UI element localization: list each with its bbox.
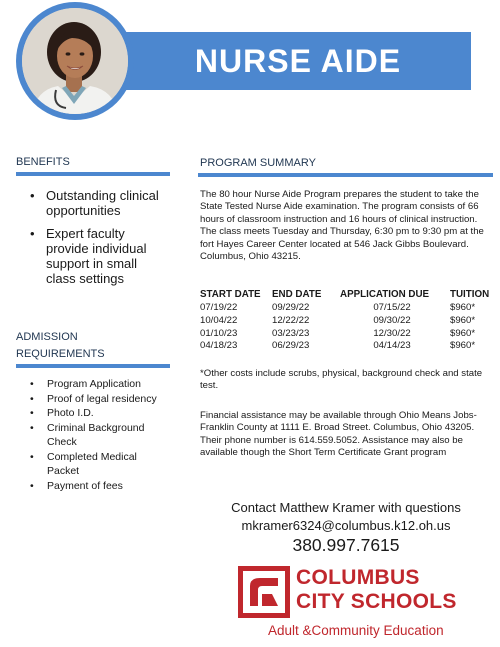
table-row bbox=[200, 340, 490, 353]
admission-divider bbox=[16, 364, 170, 368]
application-due-cell: 07/15/22 bbox=[373, 302, 411, 313]
application-due-cell: 09/30/22 bbox=[373, 314, 411, 326]
contact-email[interactable]: mkramer6324@columbus.k12.oh.us bbox=[241, 518, 451, 533]
financial-assistance: Financial assistance may be available through Ohio Means Jobs-Franklin County at 1111 E. Broad Street. Columbus, Ohio 43205. Their phone number is 614.559.5052. Assistance may also be available though the Short Term Certificate Grant program bbox=[200, 410, 477, 459]
logo-wordmark-line1: COLUMBUS bbox=[296, 566, 420, 589]
column-header: START DATE bbox=[200, 289, 261, 300]
end-date-cell: 03/23/23 bbox=[272, 327, 310, 339]
contact-phone: 380.997.7615 bbox=[292, 535, 400, 555]
tuition-cell: $960* bbox=[450, 340, 476, 352]
program-intro: The 80 hour Nurse Aide Program prepares the student to take the State Tested Nurse Aide examination. The program consists of 66 hours of classroom instruction and 16 hours of clinical instruction. The class meets Tuesday and Thursday, 6:30 pm to 9:30 pm at the fort Hayes Career Center located at 546 Jack Gibbs Boulevard. Columbus, Ohio 43215. bbox=[200, 189, 484, 263]
table-row bbox=[200, 302, 490, 315]
application-due-cell: 04/14/23 bbox=[373, 340, 411, 352]
list-item: • Payment of fees bbox=[30, 479, 170, 494]
list-item: • Proof of legal residency bbox=[30, 392, 170, 407]
column-header: TUITION bbox=[450, 289, 490, 300]
admission-heading-line1: ADMISSION bbox=[16, 331, 78, 343]
list-item: • Outstanding clinical opportunities bbox=[30, 188, 170, 218]
start-date-cell: 07/19/22 bbox=[200, 302, 238, 313]
page-title: NURSE AIDE bbox=[194, 42, 402, 79]
end-date-cell: 09/29/22 bbox=[272, 302, 310, 313]
table-row bbox=[200, 315, 490, 328]
column-header: APPLICATION DUE bbox=[340, 289, 430, 300]
nurse-portrait-icon bbox=[22, 8, 128, 114]
admission-heading-line2: REQUIREMENTS bbox=[16, 348, 105, 360]
list-item: • Program Application bbox=[30, 377, 170, 392]
benefits-divider bbox=[16, 172, 170, 176]
tuition-cell: $960* bbox=[450, 327, 476, 339]
benefits-heading: BENEFITS bbox=[16, 156, 70, 168]
list-item: • Expert faculty provide individual support in small class settings bbox=[30, 226, 170, 286]
logo-wordmark-line2: CITY SCHOOLS bbox=[296, 590, 457, 613]
benefits-list bbox=[30, 188, 170, 294]
table-header-row bbox=[200, 289, 490, 302]
program-summary-heading: PROGRAM SUMMARY bbox=[200, 157, 316, 169]
start-date-cell: 04/18/23 bbox=[200, 340, 238, 352]
program-summary-divider bbox=[198, 173, 493, 177]
contact-line: Contact Matthew Kramer with questions bbox=[231, 500, 461, 515]
start-date-cell: 01/10/23 bbox=[200, 327, 238, 339]
nurse-photo bbox=[22, 8, 128, 114]
list-item: • Photo I.D. bbox=[30, 406, 170, 421]
logo-tagline: Adult &Community Education bbox=[268, 623, 444, 638]
tuition-cell: $960* bbox=[450, 302, 476, 313]
end-date-cell: 06/29/23 bbox=[272, 340, 310, 352]
application-due-cell: 12/30/22 bbox=[373, 327, 411, 339]
list-item: • Completed Medical Packet bbox=[30, 450, 170, 479]
costs-note: *Other costs include scrubs, physical, background check and state test. bbox=[200, 368, 483, 392]
table-row bbox=[200, 328, 490, 341]
schedule-table bbox=[200, 289, 490, 353]
columbus-city-schools-logo-icon bbox=[238, 566, 290, 618]
admission-list bbox=[30, 377, 170, 493]
column-header: END DATE bbox=[272, 289, 322, 300]
tuition-cell: $960* bbox=[450, 314, 476, 326]
list-item: • Criminal Background Check bbox=[30, 421, 170, 450]
end-date-cell: 12/22/22 bbox=[272, 314, 310, 326]
start-date-cell: 10/04/22 bbox=[200, 314, 238, 326]
